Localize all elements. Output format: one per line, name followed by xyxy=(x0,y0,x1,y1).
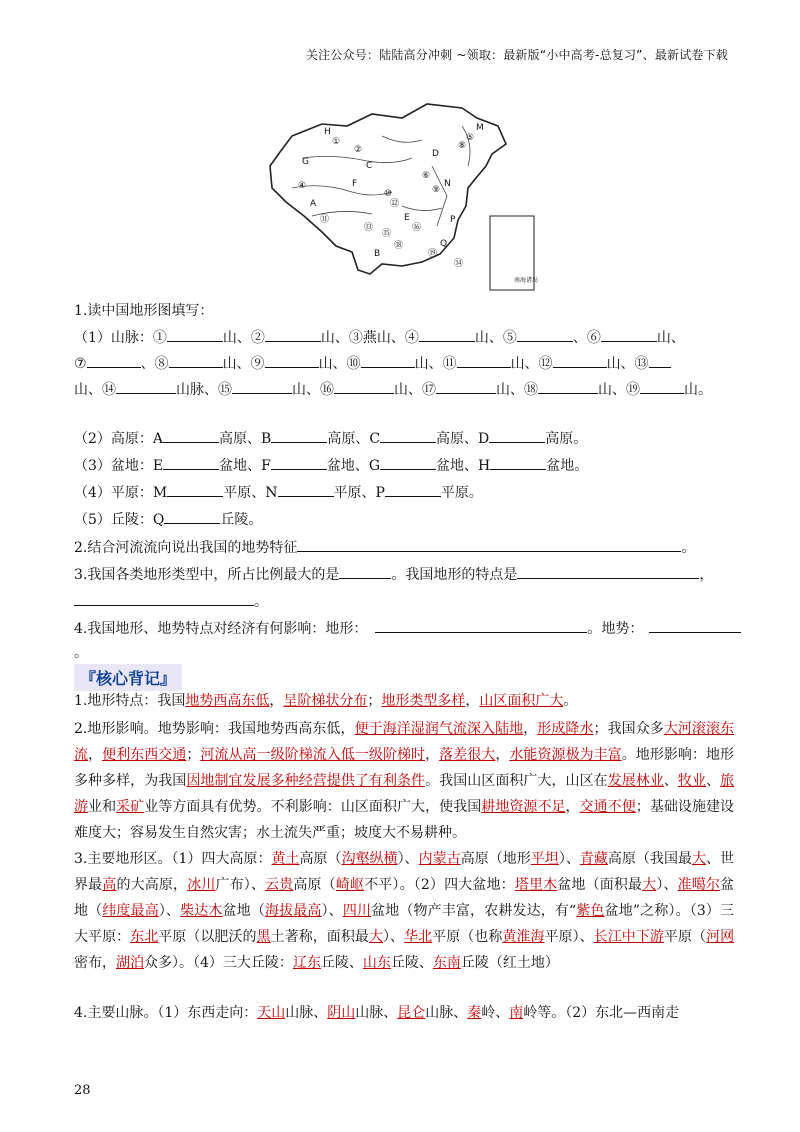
text: ）、 xyxy=(397,851,419,867)
text: 众多）。（4）三大丘陵： xyxy=(144,955,293,971)
keyword: 辽东 xyxy=(292,955,321,971)
blank-8[interactable] xyxy=(169,353,223,368)
keyword: 平坦 xyxy=(530,851,559,867)
blank-16[interactable] xyxy=(334,379,394,394)
paragraph-1 xyxy=(74,688,734,714)
text: 的大高原， xyxy=(116,877,188,893)
blank-C[interactable] xyxy=(380,428,436,443)
text: 业等方面具有优势。不利影响：山区面积广大，使我国 xyxy=(144,799,482,815)
text: 高原（ xyxy=(299,851,342,867)
map-label-2: ② xyxy=(354,145,363,155)
text: 山、⑬ xyxy=(606,356,649,372)
keyword: 昆仑 xyxy=(397,1005,426,1021)
blank-q3c[interactable] xyxy=(74,591,254,606)
text: 盆地、G xyxy=(326,458,381,474)
map-label-16: ⑯ xyxy=(412,223,422,233)
map-label-E: E xyxy=(404,213,410,223)
inset-label: 南海诸岛 xyxy=(514,277,539,284)
text: 。 xyxy=(681,540,696,556)
keyword: 黄土 xyxy=(271,851,300,867)
blank-2[interactable] xyxy=(265,327,321,342)
text: 土著称，面积最 xyxy=(270,929,369,945)
keyword: 形成降水 xyxy=(537,721,594,737)
page-header: 关注公众号：陆陆高分冲刺 ~领取：最新版“小中高考-总复习”、最新试卷下载 xyxy=(305,48,728,62)
text: ）、 xyxy=(321,903,343,919)
text: 1.地形特点：我国 xyxy=(74,693,186,709)
blank-18[interactable] xyxy=(538,379,598,394)
text: （3）盆地：E xyxy=(74,458,164,474)
text: 山、③燕山、④ xyxy=(320,330,419,346)
q1-line1 xyxy=(74,327,685,349)
text: 2.结合河流流向说出我国的地势特征 xyxy=(74,540,298,556)
keyword: 旅游 xyxy=(74,773,735,815)
keyword: 沟壑纵横 xyxy=(341,851,398,867)
map-label-13: ⑬ xyxy=(364,223,374,233)
text: 。地势： xyxy=(587,621,644,637)
q3-line1 xyxy=(74,564,713,586)
keyword: 紫色 xyxy=(576,903,605,919)
text: 山、⑯ xyxy=(292,382,334,398)
map-label-8: ⑧ xyxy=(458,141,467,151)
map-label-A: A xyxy=(310,199,317,209)
keyword: 秦 xyxy=(467,1005,482,1021)
blank-1[interactable] xyxy=(167,327,223,342)
text: 高原、D xyxy=(436,431,490,447)
map-label-11: ⑪ xyxy=(320,215,330,225)
text: ， xyxy=(495,747,510,763)
keyword: 黄淮海 xyxy=(502,929,545,945)
blank-14[interactable] xyxy=(116,379,176,394)
keyword: 准噶尔 xyxy=(677,877,721,893)
blank-Q[interactable] xyxy=(164,509,220,524)
text: 盆地”之称）。（3）三大平原： xyxy=(74,903,735,945)
keyword: 地势西高东低 xyxy=(185,693,270,709)
keyword: 长江中下游 xyxy=(593,929,664,945)
text: 山。 xyxy=(684,382,712,398)
map-label-M: M xyxy=(476,123,484,133)
text: 平原）、 xyxy=(544,929,594,945)
text: 岭等。（2）东北—西南走 xyxy=(523,1005,680,1021)
blank-5[interactable] xyxy=(517,327,573,342)
keyword: 大 xyxy=(691,851,706,867)
text: 盆地、F xyxy=(219,458,271,474)
blank-q4a[interactable] xyxy=(375,618,587,633)
keyword: 南 xyxy=(509,1005,524,1021)
keyword: 塔里木 xyxy=(514,877,558,893)
blank-M[interactable] xyxy=(167,482,223,497)
blank-q3b[interactable] xyxy=(517,564,699,579)
text: ； xyxy=(186,747,201,763)
text: 岭、 xyxy=(481,1005,510,1021)
text: 山脉、 xyxy=(285,1005,328,1021)
map-label-10: ⑩ xyxy=(384,189,393,199)
blank-P[interactable] xyxy=(385,482,441,497)
text: 丘陵。 xyxy=(220,512,263,528)
text: 、⑥ xyxy=(572,330,601,346)
text: 平原。 xyxy=(440,485,483,501)
map-label-19: ⑲ xyxy=(428,249,438,259)
q1-line7 xyxy=(74,509,262,531)
text: 山、⑲ xyxy=(598,382,640,398)
text: 山、⑪ xyxy=(414,356,457,372)
text: 盆地、H xyxy=(436,458,491,474)
keyword: 纬度最高 xyxy=(102,903,159,919)
q1-line2 xyxy=(74,353,671,375)
paragraph-3 xyxy=(74,846,734,976)
text: 、 xyxy=(663,773,678,789)
blank-7[interactable] xyxy=(87,353,141,368)
text: 平原（也称 xyxy=(432,929,503,945)
text: 山、⑩ xyxy=(318,356,361,372)
keyword: 冰川 xyxy=(187,877,216,893)
map-label-C: C xyxy=(366,161,373,171)
text: ， xyxy=(425,747,440,763)
map-label-G: G xyxy=(302,157,309,167)
blank-17[interactable] xyxy=(436,379,496,394)
text: 、 xyxy=(706,773,721,789)
map-label-D: D xyxy=(432,149,439,159)
map-label-1: ① xyxy=(332,137,341,147)
blank-q3a[interactable] xyxy=(339,564,391,579)
keyword: 大 xyxy=(368,929,383,945)
china-terrain-map xyxy=(262,96,544,296)
keyword: 黑 xyxy=(256,929,271,945)
text: （5）丘陵：Q xyxy=(74,512,165,528)
text: 4.主要山脉。（1）东西走向： xyxy=(74,1005,258,1021)
text: ；我国众多 xyxy=(593,721,664,737)
keyword: 落差很大 xyxy=(439,747,496,763)
keyword: 大 xyxy=(642,877,657,893)
keyword: 河网 xyxy=(706,929,735,945)
keyword: 崎岖 xyxy=(335,877,365,893)
text: 。我国地形的特点是 xyxy=(391,567,518,583)
page-number: 28 xyxy=(74,1083,91,1098)
text: ）、 xyxy=(158,903,181,919)
keyword: 呈阶梯状分布 xyxy=(283,693,368,709)
text: 。我国山区面积广大，山区在 xyxy=(425,773,608,789)
q2-line xyxy=(74,537,695,559)
text: 丘陵、 xyxy=(320,955,363,971)
keyword: 发展林业 xyxy=(607,773,664,789)
text: 高原（ xyxy=(293,877,336,893)
map-label-N: N xyxy=(444,179,451,189)
keyword: 湖泊 xyxy=(116,955,144,971)
keyword: 便于海洋湿润气流深入陆地 xyxy=(354,721,524,737)
text: ）、 xyxy=(382,929,405,945)
map-label-B: B xyxy=(374,249,381,259)
text: 平原、N xyxy=(223,485,278,501)
keyword: 耕地资源不足 xyxy=(481,799,566,815)
text: 平原（ xyxy=(663,929,707,945)
text: ， xyxy=(699,567,714,583)
q3-line2 xyxy=(74,591,268,613)
text: 丘陵、 xyxy=(390,955,433,971)
text: 盆地（物产丰富，农耕发达，有“ xyxy=(371,903,577,919)
q1-line4 xyxy=(74,428,587,450)
q1-line6 xyxy=(74,482,483,504)
keyword: 柴达木 xyxy=(180,903,223,919)
text: 3.主要地形区。（1）四大高原： xyxy=(74,851,272,867)
map-label-4: ④ xyxy=(298,181,307,191)
blank-q4b[interactable] xyxy=(649,618,741,633)
keyword: 因地制宜发展多种经营提供了有利条件 xyxy=(186,773,426,789)
blank-H[interactable] xyxy=(490,455,546,470)
text: 山、⑰ xyxy=(394,382,436,398)
text: ， xyxy=(88,747,103,763)
q4-line2: 。 xyxy=(74,645,88,661)
text: 、⑧ xyxy=(140,356,169,372)
text: 山、⑱ xyxy=(496,382,538,398)
blank-E[interactable] xyxy=(163,455,219,470)
keyword: 高 xyxy=(102,877,117,893)
text: 高原（地形 xyxy=(460,851,531,867)
blank-15[interactable] xyxy=(232,379,292,394)
q1-line5 xyxy=(74,455,588,477)
text: ）、 xyxy=(656,877,678,893)
text: 山、⑨ xyxy=(222,356,265,372)
blank-B[interactable] xyxy=(271,428,327,443)
keyword: 交通不便 xyxy=(579,799,636,815)
text: 3.我国各类地形类型中，所占比例最大的是 xyxy=(74,567,340,583)
blank-6[interactable] xyxy=(601,327,657,342)
keyword: 东南 xyxy=(432,955,461,971)
text: 不平）。（2）四大盆地： xyxy=(364,877,515,893)
text: （2）高原：A xyxy=(74,431,164,447)
paragraph-4 xyxy=(74,1000,734,1026)
text: ）、 xyxy=(558,851,580,867)
keyword: 云贵 xyxy=(265,877,294,893)
blank-A[interactable] xyxy=(163,428,219,443)
text: 山脉、 xyxy=(425,1005,468,1021)
text: 山脉、 xyxy=(355,1005,398,1021)
map-label-12: ⑫ xyxy=(390,199,400,209)
blank-19[interactable] xyxy=(640,379,684,394)
blank-q2[interactable] xyxy=(297,537,681,552)
text: （1）山脉：① xyxy=(74,330,167,346)
text: 业和 xyxy=(88,799,117,815)
blank-11[interactable] xyxy=(457,353,511,368)
text: 山、⑤ xyxy=(474,330,517,346)
text: 4.我国地形、地势特点对经济有何影响：地形： xyxy=(74,621,368,637)
blank-10[interactable] xyxy=(361,353,415,368)
keyword: 地形类型多样 xyxy=(381,693,466,709)
blank-4[interactable] xyxy=(419,327,475,342)
keyword: 河流从高一级阶梯流入低一级阶梯时 xyxy=(200,747,426,763)
blank-13[interactable] xyxy=(649,353,671,368)
keyword: 采矿 xyxy=(116,799,145,815)
map-label-5: ⑤ xyxy=(466,133,475,143)
keyword: 华北 xyxy=(404,929,433,945)
blank-G[interactable] xyxy=(380,455,436,470)
text: （4）平原：M xyxy=(74,485,168,501)
text: 2.地形影响。地势影响：我国地势西高东低， xyxy=(74,721,355,737)
text: ， xyxy=(523,721,538,737)
text: 高原（我国最 xyxy=(607,851,692,867)
map-label-F: F xyxy=(352,179,358,189)
q1-title: 1.读中国地形图填写： xyxy=(74,303,214,319)
text: 密布， xyxy=(74,955,116,971)
text: 山、② xyxy=(222,330,265,346)
text: 广布）、 xyxy=(215,877,266,893)
blank-N[interactable] xyxy=(278,482,334,497)
text: 高原。 xyxy=(545,431,588,447)
text: ⑦ xyxy=(74,356,87,372)
text: ， xyxy=(269,693,284,709)
text: 。地形影响：地形多种多样，为我国 xyxy=(74,747,735,789)
keyword: 水能资源极为丰富 xyxy=(509,747,622,763)
map-label-14: ⑭ xyxy=(454,259,464,269)
keyword: 牧业 xyxy=(677,773,707,789)
keyword: 四川 xyxy=(342,903,372,919)
keyword: 东北 xyxy=(130,929,159,945)
q4-line1 xyxy=(74,618,741,640)
keyword: 大河滚滚东流 xyxy=(74,721,735,763)
section-title: 『核心背记』 xyxy=(74,664,182,691)
map-label-9: ⑨ xyxy=(432,185,441,195)
keyword: 内蒙古 xyxy=(418,851,461,867)
text: 山、⑫ xyxy=(510,356,553,372)
text: 盆地（ xyxy=(222,903,265,919)
text: 高原、C xyxy=(327,431,381,447)
map-label-P: P xyxy=(450,215,456,225)
text: ， xyxy=(465,693,480,709)
text: 平原、P xyxy=(333,485,385,501)
text: 山、⑭ xyxy=(74,382,116,398)
blank-12[interactable] xyxy=(553,353,607,368)
keyword: 青藏 xyxy=(579,851,608,867)
text: 盆地（面积最 xyxy=(557,877,643,893)
text: 山脉、⑮ xyxy=(176,382,232,398)
q1-line3 xyxy=(74,379,712,401)
keyword: 山区面积广大 xyxy=(479,693,564,709)
text: 高原、B xyxy=(219,431,272,447)
keyword: 阴山 xyxy=(327,1005,356,1021)
text: 平原（以肥沃的 xyxy=(158,929,257,945)
map-label-6: ⑥ xyxy=(422,171,431,181)
text: 、世界最 xyxy=(74,851,735,893)
map-label-18: ⑱ xyxy=(394,241,404,251)
text: ； xyxy=(367,693,382,709)
keyword: 便利东西交通 xyxy=(102,747,187,763)
paragraph-2 xyxy=(74,716,734,846)
blank-9[interactable] xyxy=(265,353,319,368)
text: 山、 xyxy=(656,330,685,346)
text: ， xyxy=(565,799,580,815)
text: 丘陵（红土地） xyxy=(460,955,559,971)
keyword: 天山 xyxy=(257,1005,286,1021)
map-label-Q: Q xyxy=(440,239,448,249)
map-label-H: H xyxy=(324,127,331,137)
blank-F[interactable] xyxy=(271,455,327,470)
text: 。 xyxy=(563,693,578,709)
text: ；基础设施建设难度大；容易发生自然灾害；水土流失严重；坡度大不易耕种。 xyxy=(74,799,735,841)
map-label-15: ⑮ xyxy=(382,229,392,239)
keyword: 海拔最高 xyxy=(264,903,322,919)
keyword: 山东 xyxy=(362,955,391,971)
text: 盆地（ xyxy=(74,877,735,919)
text: 。 xyxy=(254,594,268,610)
blank-D[interactable] xyxy=(489,428,545,443)
text: 盆地。 xyxy=(546,458,589,474)
